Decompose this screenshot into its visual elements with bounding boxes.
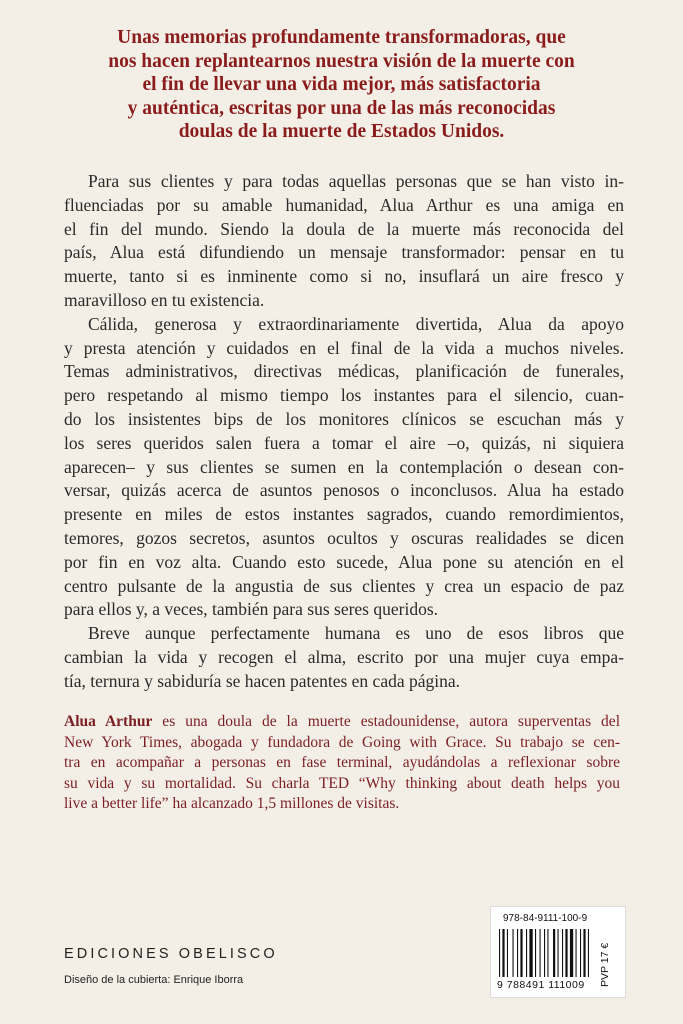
synopsis-line: presente en miles de estos instantes sagrados, cuando remordimientos, <box>64 504 624 525</box>
synopsis-line: tía, ternura y sabiduría se hacen patentes en cada página. <box>64 670 460 691</box>
synopsis-line: temores, gozos secretos, asuntos ocultos y oscuras realidades se dicen <box>64 527 624 548</box>
bio-line: tra en acompañar a personas en fase terminal, ayudándolas a reflexionar sobre <box>64 754 620 771</box>
synopsis-line: Cálida, generosa y extraordinariamente divertida, Alua da apoyo <box>88 313 624 334</box>
synopsis-line: el fin del mundo. Siendo la doula de la muerte más reconocida del <box>64 218 624 239</box>
synopsis-line: do los insistentes bips de los monitores clínicos se escuchan más y <box>64 408 624 429</box>
synopsis-line: cambian la vida y recogen el alma, escrito por una mujer cuya empa- <box>64 646 624 667</box>
synopsis-line: Temas administrativos, directivas médicas, planificación de funerales, <box>64 361 624 382</box>
barcode-digits: 9 788491 111009 <box>497 979 585 991</box>
author-bio <box>64 712 620 815</box>
bio-line: su vida y su mortalidad. Su charla TED “Why thinking about death helps you <box>64 774 620 792</box>
synopsis-line: centro pulsante de la angustia de sus clientes y crea un espacio de paz <box>64 575 624 596</box>
synopsis-line: por fin en voz alta. Cuando esto sucede, Alua pone su atención en el <box>64 551 624 572</box>
price-label <box>599 929 619 993</box>
headline-line: nos hacen replantearnos nuestra visión de la muerte con <box>108 50 575 72</box>
headline-line: Unas memorias profundamente transformadoras, que <box>117 27 566 48</box>
synopsis-line: versar, quizás acerca de asuntos penosos o inconclusos. Alua ha estado <box>64 480 624 501</box>
price-text: PVP 17 € <box>599 942 611 987</box>
publisher-name: EDICIONES OBELISCO <box>64 946 278 962</box>
synopsis-line: muerte, tanto si es inminente como si no, insuflará un aire fresco y <box>64 266 624 287</box>
isbn-number: 978-84-9111-100-9 <box>503 913 588 924</box>
synopsis-line: Breve aunque perfectamente humana es uno de esos libros que <box>88 623 624 644</box>
synopsis-line: Para sus clientes y para todas aquellas personas que se han visto in- <box>88 171 624 191</box>
synopsis-text <box>64 170 624 694</box>
bio-line: live a better life” ha alcanzado 1,5 millones de visitas. <box>64 795 400 812</box>
synopsis-line: para ellos y, a veces, también para sus seres queridos. <box>64 599 439 620</box>
synopsis-line: aparecen– y sus clientes se sumen en la contemplación o desean con- <box>64 456 624 477</box>
synopsis-line: maravilloso en tu existencia. <box>64 289 265 310</box>
synopsis-line: los seres queridos salen fuera a tomar el aire –o, quizás, ni siquiera <box>64 432 624 453</box>
author-name: Alua Arthur <box>64 713 153 730</box>
bio-line <box>64 712 620 733</box>
bio-line: New York Times, abogada y fundadora de Going with Grace. Su trabajo se cen- <box>64 733 620 751</box>
synopsis-line: país, Alua está difundiendo un mensaje transformador: pensar en tu <box>64 242 624 263</box>
synopsis-line: y presta atención y cuidados en el final de la vida a muchos niveles. <box>64 337 624 358</box>
headline-line: y auténtica, escritas por una de las más reconocidas <box>127 97 556 119</box>
headline-line: el fin de llevar una vida mejor, más satisfactoria <box>142 74 541 95</box>
back-cover-headline <box>50 26 633 144</box>
bio-line-rest: es una doula de la muerte estadounidense, autora superventas del <box>152 713 620 730</box>
barcode-label <box>490 906 626 998</box>
synopsis-line: fluenciadas por su amable humanidad, Alua Arthur es una amiga en <box>64 194 624 215</box>
barcode-icon <box>497 929 595 979</box>
synopsis-line: pero respetando al mismo tiempo los instantes para el silencio, cuan- <box>64 385 624 406</box>
headline-line: doulas de la muerte de Estados Unidos. <box>178 121 505 142</box>
cover-design-credit: Diseño de la cubierta: Enrique Iborra <box>64 974 244 986</box>
